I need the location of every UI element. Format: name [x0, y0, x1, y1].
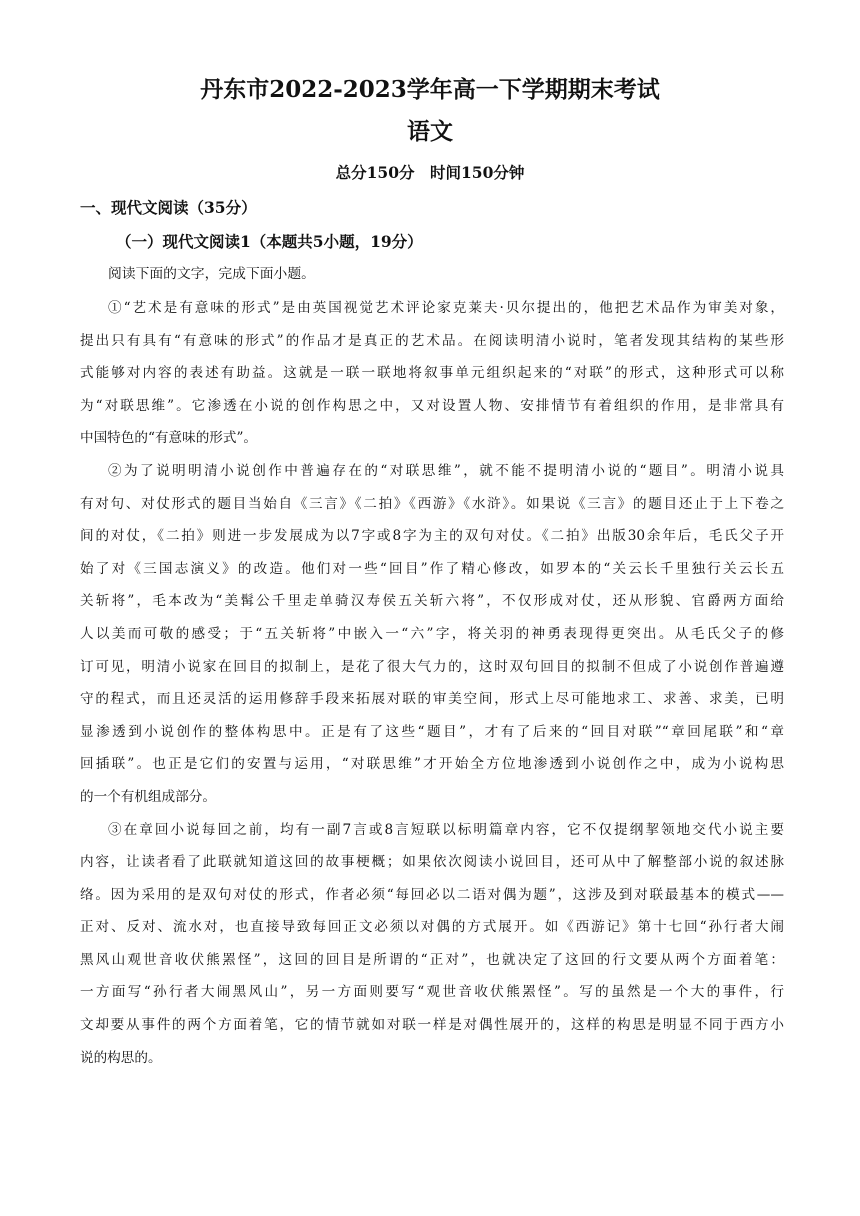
text-line: 内容，让读者看了此联就知道这回的故事梗概；如果依次阅读小说回目，还可从中了解整部小说的叙述脉	[80, 854, 784, 871]
paragraph-2	[80, 455, 784, 814]
text-line: 式能够对内容的表述有助益。这就是一联一联地将叙事单元组织起来的“对联”的形式，这种形式可以称	[80, 365, 784, 382]
text-line: 显渗透到小说创作的整体构思中。正是有了这些“题目”，才有了后来的“回目对联”“章回尾联”和“章	[80, 723, 784, 740]
text-line: 文却要从事件的两个方面着笔，它的情节就如对联一样是对偶性展开的，这样的构思是明显不同于西方小	[80, 1017, 784, 1034]
text-line: ②为了说明明清小说创作中普遍存在的“对联思维”，就不能不提明清小说的“题目”。明清小说具	[108, 462, 784, 479]
paragraph-1	[80, 292, 784, 455]
reading-instruction: 阅读下面的文字，完成下面小题。	[108, 266, 315, 282]
text-line: 中国特色的“有意味的形式”。	[80, 430, 258, 447]
text-line: ③在章回小说每回之前，均有一副7言或8言短联以标明篇章内容，它不仅提纲挈领地交代小说主要	[108, 821, 784, 838]
text-line: 为“对联思维”。它渗透在小说的创作构思之中，又对设置人物、安排情节有着组织的作用，是非常具有	[80, 397, 784, 414]
subsection-heading: （一）现代文阅读1（本题共5小题，19分）	[116, 232, 423, 251]
passage-body	[80, 292, 784, 1074]
text-line: 守的程式，而且还灵活的运用修辞手段来拓展对联的审美空间，形式上尽可能地求工、求善、求美，已明	[80, 691, 784, 708]
text-line: 黑风山观世音收伏熊罴怪”，这回的回目是所谓的“正对”，也就决定了这回的行文要从两个方面着笔：	[80, 951, 784, 968]
section-heading: 一、现代文阅读（35分）	[80, 198, 257, 217]
text-line: 提出只有具有“有意味的形式”的作品才是真正的艺术品。在阅读明清小说时，笔者发现其结构的某些形	[80, 332, 784, 349]
text-line: ①“艺术是有意味的形式”是由英国视觉艺术评论家克莱夫·贝尔提出的，他把艺术品作为审美对象，	[108, 300, 784, 316]
text-line: 关斩将”，毛本改为“美髯公千里走单骑汉寿侯五关斩六将”，不仅形成对仗，还从形貌、官爵两方面给	[80, 593, 784, 610]
text-line: 有对句、对仗形式的题目当始自《三言》《二拍》《西游》《水浒》。如果说《三言》的题目还止于上下卷之	[80, 495, 784, 512]
text-line: 人以美而可敬的感受；于“五关斩将”中嵌入一“六”字，将关羽的神勇表现得更突出。从毛氏父子的修	[80, 625, 784, 642]
text-line: 说的构思的。	[80, 1049, 162, 1066]
text-line: 回插联”。也正是它们的安置与运用，“对联思维”才开始全方位地渗透到小说创作之中，成为小说构思	[80, 756, 784, 773]
paragraph-3	[80, 814, 784, 1075]
subject-title: 语文	[407, 118, 453, 145]
score-time-line: 总分150分 时间150分钟	[335, 163, 525, 182]
text-line: 正对、反对、流水对，也直接导致每回正文必须以对偶的方式展开。如《西游记》第十七回“孙行者大闹	[80, 919, 784, 936]
exam-title: 丹东市2022-2023学年高一下学期期末考试	[200, 76, 660, 103]
text-line: 始了对《三国志演义》的改造。他们对一些“回目”作了精心修改，如罗本的“关云长千里独行关云长五	[80, 560, 784, 577]
text-line: 订可见，明清小说家在回目的拟制上，是花了很大气力的，这时双句回目的拟制不但成了小说创作普遍遵	[80, 658, 784, 675]
text-line: 一方面写“孙行者大闹黑风山”，另一方面则要写“观世音收伏熊罴怪”。写的虽然是一个大的事件，行	[80, 984, 784, 1001]
text-line: 络。因为采用的是双句对仗的形式，作者必须“每回必以二语对偶为题”，这涉及到对联最基本的模式——	[80, 886, 784, 903]
text-line: 间的对仗，《二拍》则进一步发展成为以7字或8字为主的双句对仗。《二拍》出版30余年后，毛氏父子开	[80, 528, 784, 545]
text-line: 的一个有机组成部分。	[80, 788, 216, 805]
